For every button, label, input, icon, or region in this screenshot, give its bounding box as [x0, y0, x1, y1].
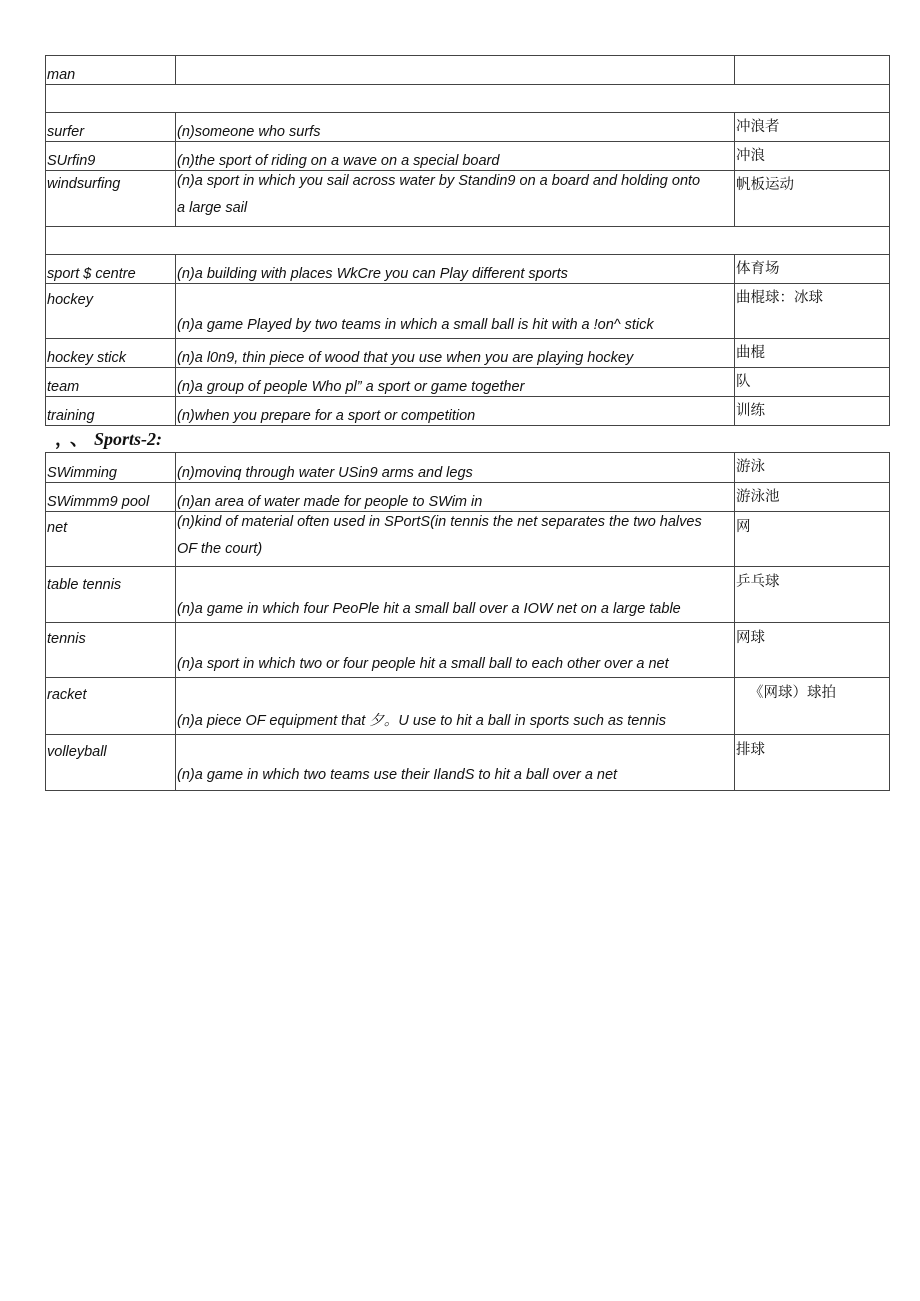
definition-cell: (n)a sport in which two or four people hit a small ball to each other over a net: [176, 623, 735, 678]
table-row: [46, 623, 890, 678]
word-cell: SWimmm9 pool: [46, 483, 176, 512]
table-row: [46, 284, 890, 339]
chinese-cell: 排球: [735, 735, 890, 791]
word-cell: SUrfin9: [46, 142, 176, 171]
chinese-cell: 游泳池: [735, 483, 890, 512]
definition-cell: (n)a game Played by two teams in which a small ball is hit with a !on^ stick: [176, 284, 735, 339]
section-title: Sports-2:: [94, 429, 163, 449]
table-row: [46, 255, 890, 284]
word-cell: racket: [46, 678, 176, 735]
definition-line: a large sail: [177, 200, 248, 216]
table-row: [46, 512, 890, 567]
chinese-cell: 网球: [735, 623, 890, 678]
chinese-cell: 训练: [735, 397, 890, 426]
table-row: [46, 397, 890, 426]
chinese-cell: 游泳: [735, 453, 890, 483]
vocab-table-2: [45, 452, 890, 791]
table-row: [46, 678, 890, 735]
table-row: [46, 113, 890, 142]
definition-cell: [176, 56, 735, 85]
spacer-row: [46, 85, 890, 113]
chinese-cell: 体育场: [735, 255, 890, 284]
word-cell: sport $ centre: [46, 255, 176, 284]
chinese-cell: 帆板运动: [735, 171, 890, 227]
chinese-cell: 《网球）球拍: [735, 678, 890, 735]
definition-cell: (n)a game in which four PeoPle hit a small ball over a IOW net on a large table: [176, 567, 735, 623]
spacer-cell: [46, 227, 890, 255]
definition-cell: (n)an area of water made for people to SWim in: [176, 483, 735, 512]
chinese-cell: [735, 56, 890, 85]
section-prefix: ，、: [55, 429, 94, 449]
definition-cell: (n)someone who surfs: [176, 113, 735, 142]
definition-cell: (n)a piece OF equipment that 夕。U use to hit a ball in sports such as tennis: [176, 678, 735, 735]
vocab-table-1: [45, 55, 890, 426]
table-row: [46, 142, 890, 171]
definition-line: (n)a sport in which you sail across water by Standin9 on a board and holding onto: [177, 173, 701, 189]
definition-cell: (n)the sport of riding on a wave on a special board: [176, 142, 735, 171]
table-row: [46, 56, 890, 85]
table-row: [46, 368, 890, 397]
chinese-cell: 冲浪: [735, 142, 890, 171]
word-cell: training: [46, 397, 176, 426]
word-cell: SWimming: [46, 453, 176, 483]
table-row: [46, 483, 890, 512]
chinese-cell: 网: [735, 512, 890, 567]
word-cell: team: [46, 368, 176, 397]
table-row: [46, 171, 890, 227]
definition-cell: (n)a game in which two teams use their IlandS to hit a ball over a net: [176, 735, 735, 791]
word-cell: windsurfing: [46, 171, 176, 227]
definition-cell: (n)when you prepare for a sport or competition: [176, 397, 735, 426]
definition-line: (n)kind of material often used in SPortS(in tennis the net separates the two halves: [177, 514, 702, 530]
word-cell: hockey stick: [46, 339, 176, 368]
word-cell: tennis: [46, 623, 176, 678]
word-cell: hockey: [46, 284, 176, 339]
definition-cell: (n)a l0n9, thin piece of wood that you use when you are playing hockey: [176, 339, 735, 368]
table-row: [46, 453, 890, 483]
chinese-cell: 乒乓球: [735, 567, 890, 623]
definition-cell: [176, 512, 735, 567]
spacer-row: [46, 227, 890, 255]
table-row: [46, 339, 890, 368]
definition-cell: (n)movinq through water USin9 arms and legs: [176, 453, 735, 483]
chinese-cell: 曲棍球：冰球: [735, 284, 890, 339]
definition-cell: [176, 171, 735, 227]
chinese-cell: 队: [735, 368, 890, 397]
chinese-cell: 曲棍: [735, 339, 890, 368]
word-cell: man: [46, 56, 176, 85]
table-row: [46, 735, 890, 791]
word-cell: volleyball: [46, 735, 176, 791]
chinese-cell: 冲浪者: [735, 113, 890, 142]
word-cell: surfer: [46, 113, 176, 142]
word-cell: net: [46, 512, 176, 567]
word-cell: table tennis: [46, 567, 176, 623]
spacer-cell: [46, 85, 890, 113]
section-heading: [55, 428, 162, 450]
definition-cell: (n)a building with places WkCre you can Play different sports: [176, 255, 735, 284]
definition-line: OF the court): [177, 541, 263, 557]
definition-cell: (n)a group of people Who pl” a sport or game together: [176, 368, 735, 397]
table-row: [46, 567, 890, 623]
